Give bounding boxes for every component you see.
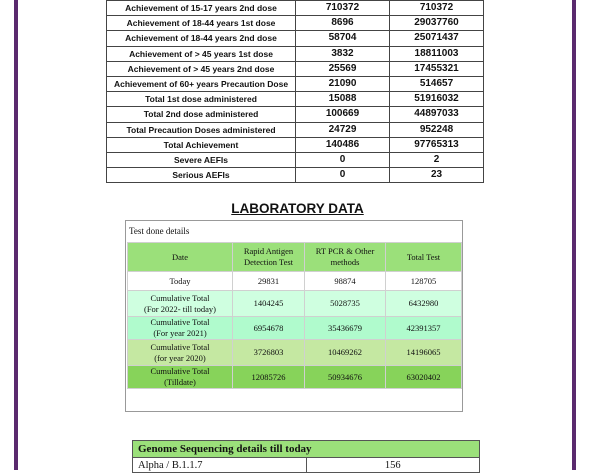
rtpcr-value: 5028735	[305, 291, 386, 317]
row-date-line1: Cumulative Total	[150, 341, 210, 352]
today-value: 58704	[296, 31, 390, 46]
cumulative-value: 952248	[390, 122, 484, 137]
laboratory-data-box	[125, 220, 463, 412]
row-date-line2: (for year 2020)	[154, 352, 206, 363]
header-rapid-line1: Rapid Antigen	[243, 246, 294, 256]
table-row	[128, 317, 462, 340]
table-row	[128, 291, 462, 317]
row-date-line1: Cumulative Total	[150, 317, 210, 327]
rapid-value: 29831	[233, 272, 305, 291]
table-row	[107, 76, 484, 91]
genome-sequencing-table	[132, 440, 480, 473]
today-value: 710372	[296, 1, 390, 16]
table-row	[107, 31, 484, 46]
row-label: Severe AEFIs	[107, 152, 296, 167]
table-row	[107, 92, 484, 107]
table-row	[107, 61, 484, 76]
today-value: 8696	[296, 16, 390, 31]
header-rtpcr	[305, 243, 386, 272]
rtpcr-value: 10469262	[305, 340, 386, 366]
row-label: Achievement of 18-44 years 2nd dose	[107, 31, 296, 46]
page-border-right	[572, 0, 576, 470]
table-row	[128, 272, 462, 291]
today-value: 25569	[296, 61, 390, 76]
row-date-line1: Cumulative Total	[150, 292, 210, 303]
total-value: 63020402	[386, 366, 462, 389]
row-date	[128, 317, 233, 340]
today-value: 100669	[296, 107, 390, 122]
rapid-value: 12085726	[233, 366, 305, 389]
today-value: 0	[296, 168, 390, 183]
today-value: 3832	[296, 46, 390, 61]
cumulative-value: 23	[390, 168, 484, 183]
table-row	[128, 366, 462, 389]
row-date	[128, 340, 233, 366]
table-row	[107, 137, 484, 152]
total-value: 42391357	[386, 317, 462, 340]
header-rapid-antigen	[233, 243, 305, 272]
today-value: 21090	[296, 76, 390, 91]
rapid-value: 1404245	[233, 291, 305, 317]
row-label: Serious AEFIs	[107, 168, 296, 183]
table-row	[128, 340, 462, 366]
row-date	[128, 366, 233, 389]
table-row	[107, 46, 484, 61]
genome-header-row	[133, 441, 480, 458]
today-value: 24729	[296, 122, 390, 137]
cumulative-value: 97765313	[390, 137, 484, 152]
row-date	[128, 291, 233, 317]
cumulative-value: 44897033	[390, 107, 484, 122]
rapid-value: 3726803	[233, 340, 305, 366]
table-row	[107, 1, 484, 16]
header-rapid-line2: Detection Test	[243, 257, 294, 267]
genome-title: Genome Sequencing details till today	[133, 441, 480, 458]
table-row	[107, 152, 484, 167]
variant-count: 156	[306, 458, 480, 473]
lab-table	[127, 242, 462, 389]
cumulative-value: 25071437	[390, 31, 484, 46]
page-border-left	[14, 0, 18, 470]
row-date: Today	[128, 272, 233, 291]
row-label: Achievement of > 45 years 1st dose	[107, 46, 296, 61]
row-label: Total 2nd dose administered	[107, 107, 296, 122]
rtpcr-value: 35436679	[305, 317, 386, 340]
cumulative-value: 514657	[390, 76, 484, 91]
total-value: 14196065	[386, 340, 462, 366]
header-rtpcr-line1: RT PCR & Other	[315, 246, 375, 256]
cumulative-value: 51916032	[390, 92, 484, 107]
cumulative-value: 18811003	[390, 46, 484, 61]
row-label: Total Achievement	[107, 137, 296, 152]
rtpcr-value: 50934676	[305, 366, 386, 389]
rapid-value: 6954678	[233, 317, 305, 340]
lab-caption: Test done details	[129, 226, 190, 236]
row-label: Total 1st dose administered	[107, 92, 296, 107]
table-row	[107, 107, 484, 122]
row-date-line2: (For 2022- till today)	[143, 303, 216, 314]
row-label: Achievement of 60+ years Precaution Dose	[107, 76, 296, 91]
laboratory-data-title: LABORATORY DATA	[231, 201, 364, 216]
cumulative-value: 29037760	[390, 16, 484, 31]
total-value: 128705	[386, 272, 462, 291]
table-row	[133, 458, 480, 473]
table-row	[107, 16, 484, 31]
header-rtpcr-line2: methods	[330, 257, 360, 267]
table-row	[107, 122, 484, 137]
today-value: 140486	[296, 137, 390, 152]
cumulative-value: 17455321	[390, 61, 484, 76]
table-row	[107, 168, 484, 183]
vaccination-table	[106, 0, 484, 183]
cumulative-value: 710372	[390, 1, 484, 16]
row-label: Achievement of 18-44 years 1st dose	[107, 16, 296, 31]
header-date: Date	[128, 243, 233, 272]
cumulative-value: 2	[390, 152, 484, 167]
row-label: Achievement of 15-17 years 2nd dose	[107, 1, 296, 16]
variant-label: Alpha / B.1.1.7	[133, 458, 307, 473]
row-date-line2: (For year 2021)	[153, 328, 207, 338]
lab-header-row	[128, 243, 462, 272]
today-value: 15088	[296, 92, 390, 107]
row-date-line2: (Tilldate)	[164, 377, 196, 387]
header-total-test: Total Test	[386, 243, 462, 272]
today-value: 0	[296, 152, 390, 167]
rtpcr-value: 98874	[305, 272, 386, 291]
row-date-line1: Cumulative Total	[150, 366, 210, 376]
row-label: Total Precaution Doses administered	[107, 122, 296, 137]
total-value: 6432980	[386, 291, 462, 317]
row-label: Achievement of > 45 years 2nd dose	[107, 61, 296, 76]
